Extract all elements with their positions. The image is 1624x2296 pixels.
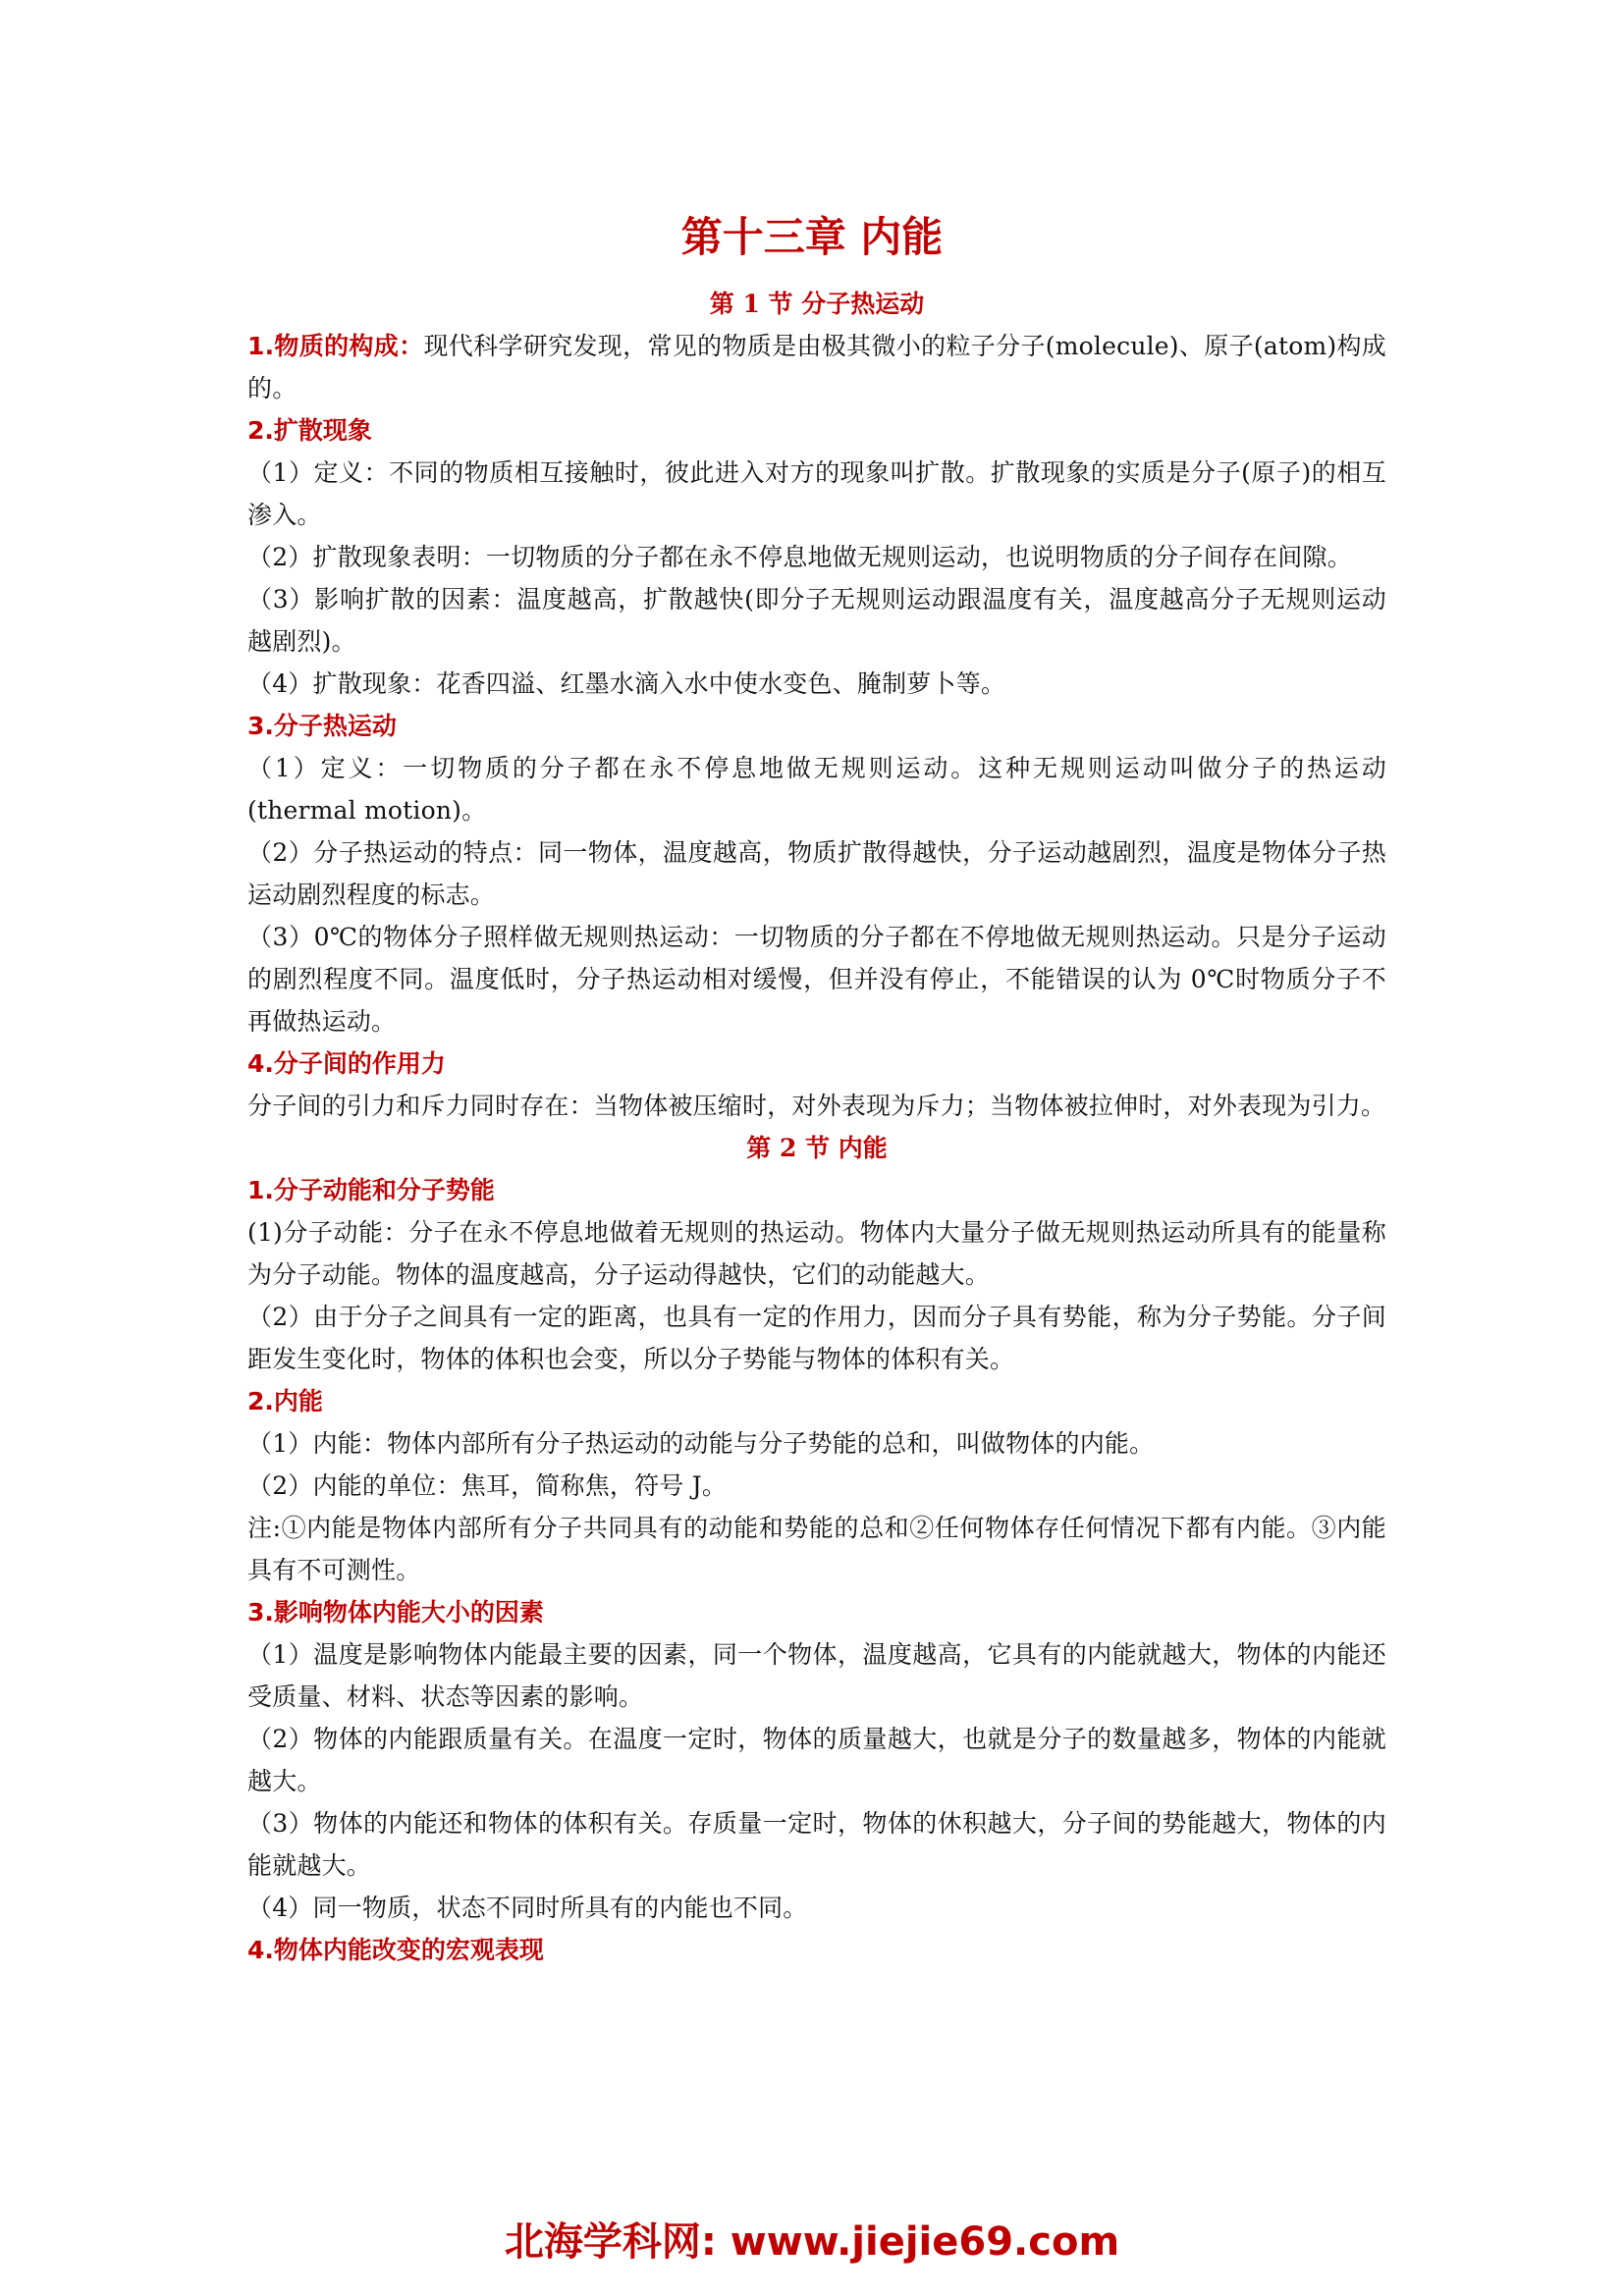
paragraph: 注:①内能是物体内部所有分子共同具有的动能和势能的总和②任何物体存任何情况下都有内能。③内能具有不可测性。 (247, 1514, 1386, 1584)
paragraph: （2）扩散现象表明：一切物质的分子都在永不停息地做无规则运动，也说明物质的分子间存在间隙。 (247, 543, 1352, 571)
paragraph: （1）定义：不同的物质相互接触时，彼此进入对方的现象叫扩散。扩散现象的实质是分子(原子)的相互渗入。 (247, 458, 1386, 529)
footer-watermark: 北海学科网: www.jiejie69.com (504, 2219, 1120, 2265)
paragraph: （3）影响扩散的因素：温度越高，扩散越快(即分子无规则运动跟温度有关，温度越高分子无规则运动越剧烈)。 (247, 585, 1386, 656)
subsection-heading: 2.内能 (247, 1387, 323, 1415)
paragraph: （4）同一物质，状态不同时所具有的内能也不同。 (247, 1894, 808, 1922)
paragraph-text: 现代科学研究发现，常见的物质是由极其微小的粒子分子(molecule)、原子(atom)构成的。 (247, 332, 1386, 402)
paragraph: （3）0℃的物体分子照样做无规则热运动：一切物质的分子都在不停地做无规则热运动。只是分子运动的剧烈程度不同。温度低时，分子热运动相对缓慢，但并没有停止，不能错误的认为 0℃时物质分子不再做热运动。 (247, 923, 1386, 1036)
section-title: 第 2 节 内能 (746, 1134, 888, 1162)
subsection-heading: 3.影响物体内能大小的因素 (247, 1598, 544, 1627)
chapter-title: 第十三章 内能 (680, 213, 944, 261)
paragraph: (1)分子动能：分子在永不停息地做着无规则的热运动。物体内大量分子做无规则热运动所具有的能量称为分子动能。物体的温度越高，分子运动得越快，它们的动能越大。 (247, 1218, 1386, 1289)
subsection-heading: 4.分子间的作用力 (247, 1049, 446, 1078)
document-content (247, 283, 1386, 1971)
paragraph: （1）内能：物体内部所有分子热运动的动能与分子势能的总和，叫做物体的内能。 (247, 1429, 1155, 1458)
section-title: 第 1 节 分子热运动 (709, 290, 925, 318)
paragraph: （1）定义：一切物质的分子都在永不停息地做无规则运动。这种无规则运动叫做分子的热运动(thermal motion)。 (247, 754, 1386, 825)
subsection-heading: 1.分子动能和分子势能 (247, 1176, 495, 1204)
paragraph: 分子间的引力和斥力同时存在：当物体被压缩时，对外表现为斥力；当物体被拉伸时，对外表现为引力。 (247, 1092, 1386, 1120)
subsection-heading: 4.物体内能改变的宏观表现 (247, 1936, 544, 1964)
paragraph-label: 1.物质的构成： (247, 332, 424, 360)
paragraph: （2）内能的单位：焦耳，简称焦，符号 J。 (247, 1471, 728, 1500)
paragraph: （1）温度是影响物体内能最主要的因素，同一个物体，温度越高，它具有的内能就越大，物体的内能还受质量、材料、状态等因素的影响。 (247, 1640, 1386, 1711)
paragraph: （2）由于分子之间具有一定的距离，也具有一定的作用力，因而分子具有势能，称为分子势能。分子间距发生变化时，物体的体积也会变，所以分子势能与物体的体积有关。 (247, 1303, 1386, 1373)
paragraph (247, 325, 1386, 409)
subsection-heading: 3.分子热运动 (247, 712, 397, 740)
paragraph: （4）扩散现象：花香四溢、红墨水滴入水中使水变色、腌制萝卜等。 (247, 669, 1006, 698)
subsection-heading: 2.扩散现象 (247, 416, 372, 445)
paragraph: （2）物体的内能跟质量有关。在温度一定时，物体的质量越大，也就是分子的数量越多，物体的内能就越大。 (247, 1725, 1386, 1795)
paragraph: （3）物体的内能还和物体的体积有关。存质量一定时，物体的休积越大，分子间的势能越大，物体的内能就越大。 (247, 1809, 1386, 1880)
paragraph: （2）分子热运动的特点：同一物体，温度越高，物质扩散得越快，分子运动越剧烈，温度是物体分子热运动剧烈程度的标志。 (247, 838, 1386, 909)
